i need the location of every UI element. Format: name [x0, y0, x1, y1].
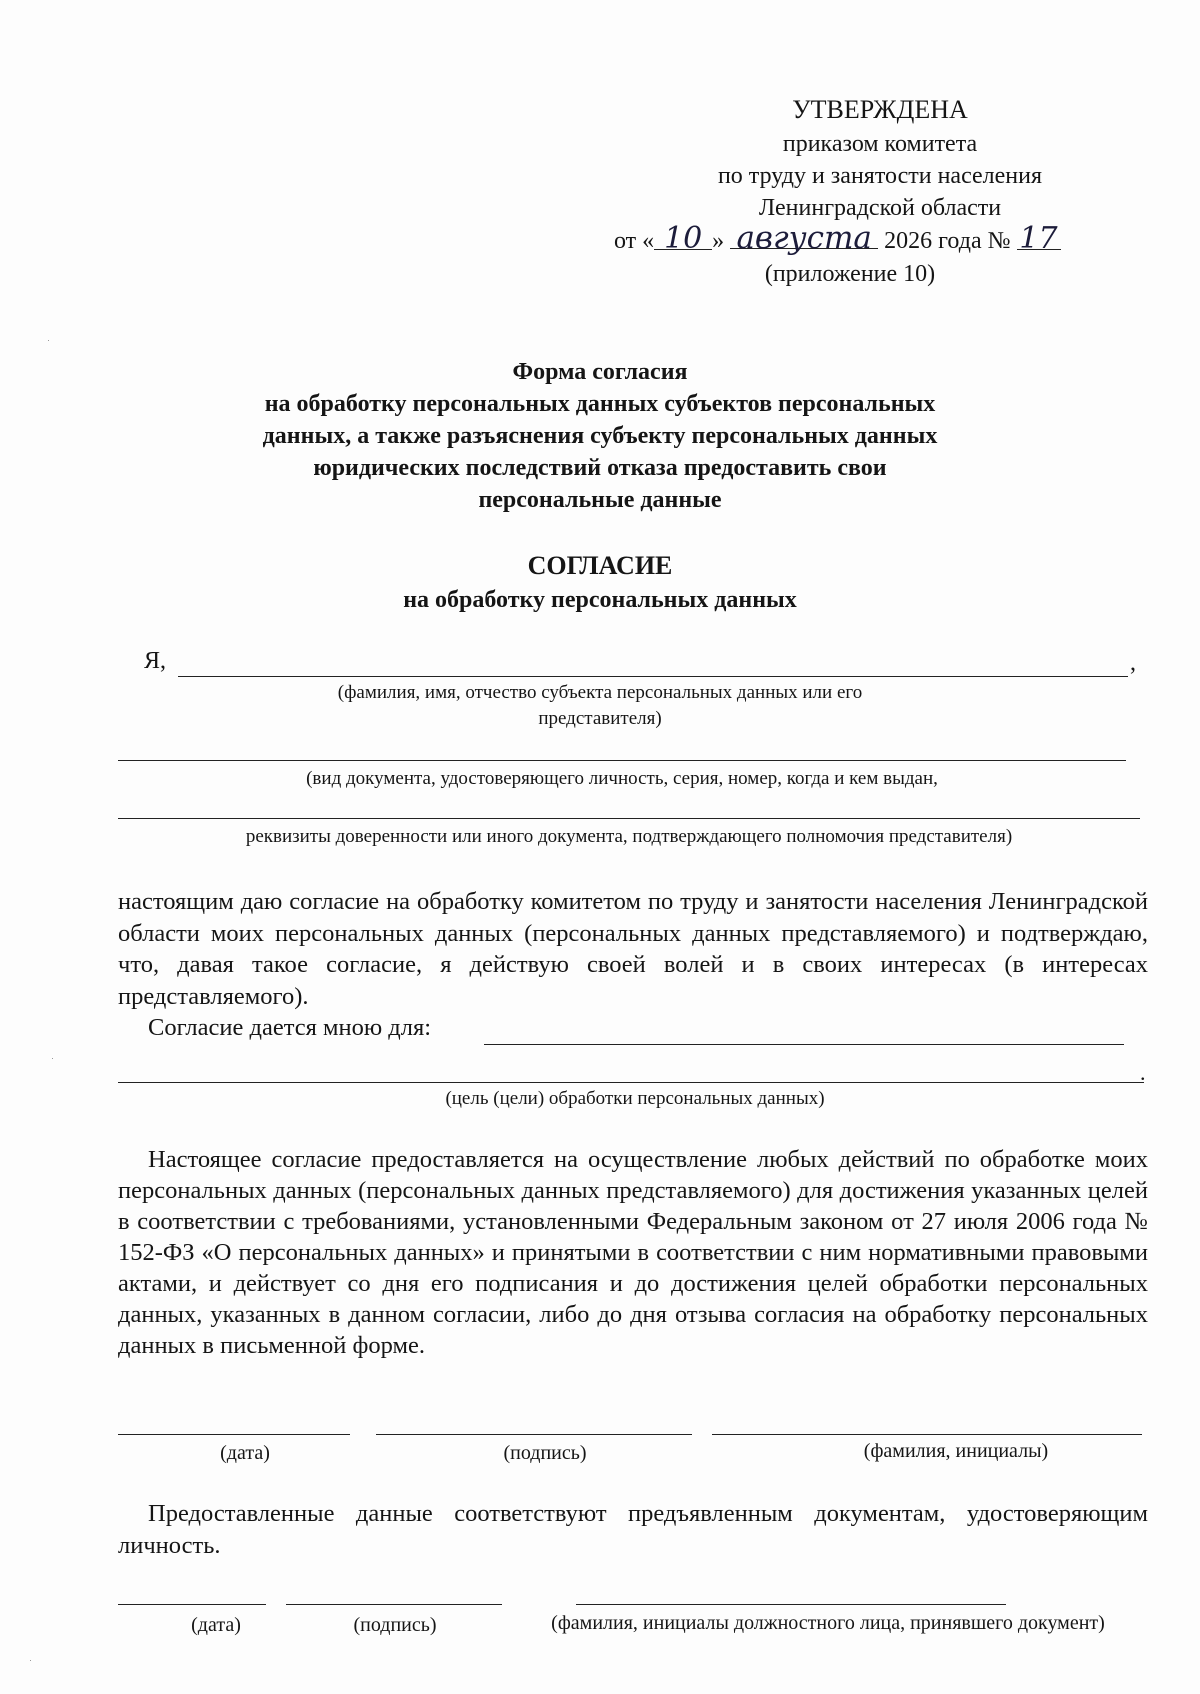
proxy-document-line[interactable]	[118, 818, 1140, 819]
subject-prefix: Я,	[144, 648, 167, 674]
proxy-document-caption: реквизиты доверенности или иного документа, подтверждающего полномочия представителя)	[245, 826, 1013, 847]
consent-paragraph-text: настоящим даю согласие на обработку комитетом по труду и занятости населения Ленинградской области моих персональных данных (персональных данных представляемого) и подтверждаю, что, давая такое согласие, я действую своей волей и в своих интересах (в интересах представляемого).	[118, 888, 1148, 1010]
signature1-sign-line[interactable]	[376, 1434, 692, 1435]
form-title-line-5: персональные данные	[478, 487, 722, 513]
verification-paragraph	[118, 1498, 1148, 1561]
purpose-label: Согласие дается мною для:	[148, 1014, 432, 1041]
subject-suffix: ,	[1130, 650, 1136, 676]
signature2-date-caption: (дата)	[191, 1614, 241, 1636]
signature1-name-caption: (фамилия, инициалы)	[863, 1440, 1049, 1462]
approval-date-line	[614, 218, 1134, 261]
signature2-name-line[interactable]	[576, 1604, 1006, 1605]
scope-paragraph-text: Настоящее согласие предоставляется на осуществление любых действий по обработке моих персональных данных (персональных данных представляемого) для достижения указанных целей в соответствии с требованиями, установленными Федеральным законом от 27 июля 2006 года № 152-ФЗ «О персональных данных» и принятыми в соответствии с ним нормативными правовыми актами, и действует со дня его подписания и до достижения целей обработки персональных данных, указанных в данном согласии, либо до дня отзыва согласия на обработку персональных данных в письменной форме.	[118, 1146, 1148, 1359]
signature1-sign-caption: (подпись)	[503, 1442, 587, 1464]
scan-speck	[48, 340, 49, 341]
signature1-name-line[interactable]	[712, 1434, 1142, 1435]
subject-name-line[interactable]	[178, 676, 1128, 677]
subject-caption-2: представителя)	[538, 708, 662, 729]
subject-caption-1: (фамилия, имя, отчество субъекта персональных данных или его	[337, 682, 863, 703]
consent-subheading: на обработку персональных данных	[403, 587, 797, 613]
form-title-line-1: Форма согласия	[512, 359, 688, 385]
purpose-line-2[interactable]	[118, 1082, 1144, 1083]
id-document-line[interactable]	[118, 760, 1126, 761]
purpose-caption: (цель (цели) обработки персональных данных)	[445, 1088, 825, 1109]
approval-appendix: (приложение 10)	[764, 261, 936, 287]
approval-line-3: Ленинградской области	[758, 195, 1002, 221]
consent-heading: СОГЛАСИЕ	[527, 551, 673, 580]
handwritten-number: 17	[1019, 221, 1058, 256]
form-title-line-2: на обработку персональных данных субъектов персональных	[264, 391, 936, 417]
scan-speck	[52, 1058, 53, 1059]
signature2-date-line[interactable]	[118, 1604, 266, 1605]
date-year: 2026 года №	[884, 228, 1011, 254]
signature2-name-caption: (фамилия, инициалы должностного лица, принявшего документ)	[551, 1612, 1105, 1634]
consent-paragraph	[118, 886, 1148, 1012]
signature2-sign-caption: (подпись)	[353, 1614, 437, 1636]
purpose-end: .	[1140, 1060, 1146, 1085]
form-title-line-4: юридических последствий отказа предоставить свои	[313, 455, 887, 481]
signature1-date-line[interactable]	[118, 1434, 350, 1435]
approval-heading: УТВЕРЖДЕНА	[792, 95, 968, 124]
scan-speck	[30, 1660, 31, 1661]
date-mid: »	[712, 228, 725, 254]
approval-line-2: по труду и занятости населения	[717, 163, 1043, 189]
signature2-sign-line[interactable]	[286, 1604, 502, 1605]
verification-text: Предоставленные данные соответствуют предъявленным документам, удостоверяющим личность.	[118, 1500, 1148, 1559]
handwritten-day: 10	[664, 221, 703, 256]
handwritten-month: августа	[736, 220, 872, 256]
id-document-caption: (вид документа, удостоверяющего личность, серия, номер, когда и кем выдан,	[306, 768, 938, 789]
form-title-line-3: данных, а также разъяснения субъекту персональных данных	[262, 423, 938, 449]
signature1-date-caption: (дата)	[220, 1442, 270, 1464]
date-prefix: от «	[614, 228, 655, 254]
scope-paragraph	[118, 1144, 1148, 1361]
purpose-line-1[interactable]	[484, 1044, 1124, 1045]
approval-line-1: приказом комитета	[782, 131, 978, 157]
